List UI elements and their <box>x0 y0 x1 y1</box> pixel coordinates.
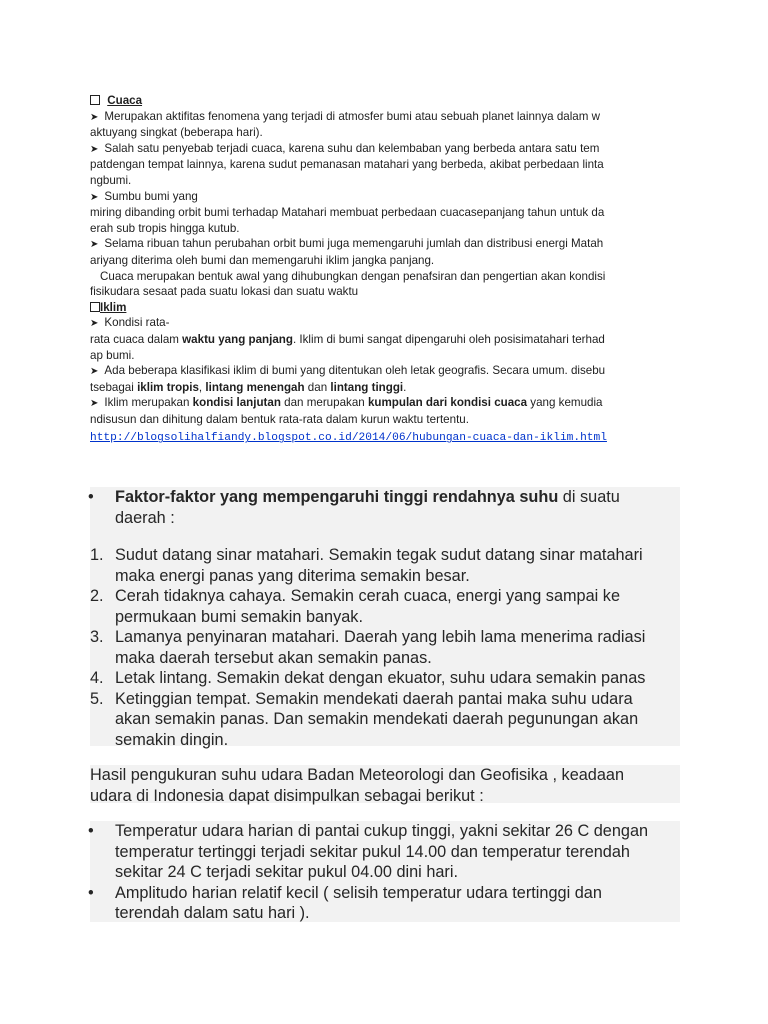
arrow-bullet-icon: ➤ <box>90 398 99 410</box>
arrow-bullet-icon: ➤ <box>90 191 99 203</box>
cuaca-text-line: Cuaca merupakan bentuk awal yang dihubungkan dengan penafsiran dan pengertian akan kondisi <box>100 269 606 283</box>
cuaca-point: ➤ Salah satu penyebab terjadi cuaca, karena suhu dan kelembaban yang berbeda antara satu tem <box>90 141 600 155</box>
cuaca-point: ➤ Sumbu bumi yang <box>90 189 198 203</box>
hasil-text: Hasil pengukuran suhu udara Badan Meteorologi dan Geofisika , keadaan udara di Indonesia dapat disimpulkan sebagai berikut : <box>90 766 625 805</box>
hasil-panel <box>90 765 680 803</box>
checkbox-icon <box>90 95 100 105</box>
cuaca-point: ➤ Merupakan aktifitas fenomena yang terjadi di atmosfer bumi atau sebuah planet lainnya dalam w <box>90 109 600 123</box>
cuaca-text-line: aktuyang singkat (beberapa hari). <box>90 126 263 140</box>
list-item: 3. Lamanya penyinaran matahari. Daerah yang lebih lama menerima radiasi maka daerah tersebut akan semakin panas. <box>90 628 646 667</box>
iklim-point: ➤ Ada beberapa klasifikasi iklim di bumi yang ditentukan oleh letak geografis. Secara umum. disebu <box>90 364 606 378</box>
iklim-text-line: rata cuaca dalam waktu yang panjang. Iklim di bumi sangat dipengaruhi oleh posisimatahari terhad <box>90 332 605 346</box>
iklim-point: ➤ Iklim merupakan kondisi lanjutan dan merupakan kumpulan dari kondisi cuaca yang kemudia <box>90 396 603 410</box>
cuaca-point: ➤ Selama ribuan tahun perubahan orbit bumi juga memengaruhi jumlah dan distribusi energi Matah <box>90 237 604 251</box>
list-item: 5. Ketinggian tempat. Semakin mendekati daerah pantai maka suhu udara akan semakin panas. Dan semakin mendekati daerah pegunungan akan semakin dingin. <box>90 689 639 749</box>
list-item: 1. Sudut datang sinar matahari. Semakin tegak sudut datang sinar matahari maka energi panas yang diterima semakin besar. <box>90 546 643 585</box>
source-link-row <box>90 429 680 447</box>
iklim-text-line: ndisusun dan dihitung dalam bentuk rata-rata dalam kurun waktu tertentu. <box>90 412 469 426</box>
cuaca-text-line: ngbumi. <box>90 173 132 187</box>
temperatur-panel <box>90 821 680 922</box>
bullet-icon: • <box>88 488 94 506</box>
cuaca-heading: Cuaca <box>90 93 680 109</box>
iklim-heading: Iklim <box>90 300 680 316</box>
cuaca-text-line: ariyang diterima oleh bumi dan memengaruhi iklim jangka panjang. <box>90 253 435 267</box>
arrow-bullet-icon: ➤ <box>90 318 99 330</box>
iklim-text-line: tsebagai iklim tropis, lintang menengah dan lintang tinggi. <box>90 380 407 394</box>
arrow-bullet-icon: ➤ <box>90 143 99 155</box>
cuaca-text-line: patdengan tempat lainnya, karena sudut pemanasan matahari yang berbeda, akibat perbedaan linta <box>90 158 604 172</box>
faktor-heading: • Faktor-faktor yang mempengaruhi tinggi rendahnya suhu di suatu daerah : <box>88 488 620 527</box>
cuaca-text-line: erah sub tropis hingga kutub. <box>90 221 240 235</box>
notes-section <box>90 93 680 447</box>
source-link[interactable]: http://blogsolihalfiandy.blogspot.co.id/2014/06/hubungan-cuaca-dan-iklim.html <box>90 432 607 445</box>
cuaca-text-line: miring dibanding orbit bumi terhadap Matahari membuat perbedaan cuacasepanjang tahun untuk da <box>90 206 605 220</box>
list-item: 2. Cerah tidaknya cahaya. Semakin cerah cuaca, energi yang sampai ke permukaan bumi semakin banyak. <box>90 587 621 626</box>
arrow-bullet-icon: ➤ <box>90 239 99 251</box>
cuaca-text-line: fisikudara sesaat pada suatu lokasi dan suatu waktu <box>90 285 359 299</box>
bullet-icon: • <box>88 822 94 840</box>
bullet-icon: • <box>88 883 94 902</box>
list-item: • Temperatur udara harian di pantai cukup tinggi, yakni sekitar 26 C dengan temperatur tertinggi terjadi sekitar pukul 14.00 dan temperatur terendah sekitar 24 C terjadi sekitar pukul 04.00 dini hari. <box>88 822 649 881</box>
arrow-bullet-icon: ➤ <box>90 366 99 378</box>
iklim-point: ➤ Kondisi rata- <box>90 316 170 330</box>
faktor-panel <box>88 487 680 749</box>
iklim-text-line: ap bumi. <box>90 348 135 362</box>
list-item: • Amplitudo harian relatif kecil ( selisih temperatur udara tertinggi dan terendah dalam satu hari ). <box>88 883 602 922</box>
arrow-bullet-icon: ➤ <box>90 111 99 123</box>
checkbox-icon <box>90 302 100 312</box>
list-item: 4. Letak lintang. Semakin dekat dengan ekuator, suhu udara semakin panas <box>90 669 646 687</box>
